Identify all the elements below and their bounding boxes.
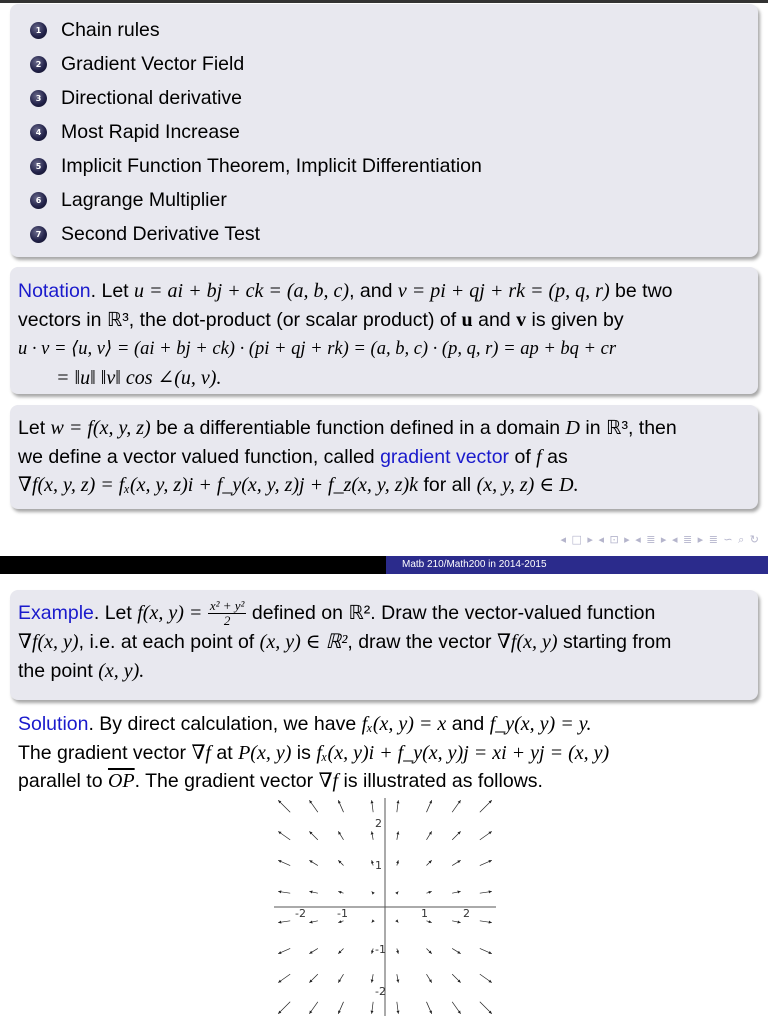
text: defined on ℝ². Draw the vector-valued function: [251, 602, 656, 624]
text: Let: [18, 417, 46, 439]
vector-arrow-head: [489, 890, 492, 893]
vector-arrow-head: [278, 921, 281, 924]
text: . Let: [93, 602, 132, 624]
math: w = f(x, y, z): [50, 417, 151, 439]
notation-label: Notation: [18, 280, 91, 302]
vector-arrow-head: [457, 891, 460, 894]
text: at: [216, 741, 233, 764]
vector-arrow-head: [395, 891, 398, 894]
math: f: [536, 445, 542, 468]
outline-item: [30, 115, 758, 149]
vector-arrow-head: [338, 891, 341, 894]
notation-line-2: [18, 306, 750, 335]
text: . Let: [90, 280, 129, 302]
outline-block: [10, 4, 758, 257]
number-ball-icon: 1: [30, 22, 47, 39]
solution-line-3: [18, 767, 758, 796]
x-tick-label: 2: [463, 907, 470, 920]
math: u · v = ⟨u, v⟩ = (ai + bj + ck) · (pi + qj + rk) = (a, b, c) · (p, q, r) = ap + bq + cr: [18, 339, 617, 359]
math: (x, y) ∈ ℝ²: [259, 631, 348, 654]
example-block: [10, 590, 758, 700]
text: . By direct calculation, we have: [88, 713, 357, 735]
outline-item-label: Lagrange Multiplier: [61, 188, 227, 211]
math: D: [565, 417, 580, 439]
example-line-3: [18, 657, 750, 686]
gradient-line-3: [18, 471, 750, 500]
vector-arrow-head: [457, 921, 460, 924]
text: parallel to: [18, 770, 103, 792]
y-tick-label: -1: [375, 943, 386, 956]
text: for all: [423, 474, 472, 496]
vector-arrow-head: [395, 919, 398, 922]
math: v: [516, 308, 527, 331]
math: ∇f: [191, 741, 211, 764]
outline-item-label: Directional derivative: [61, 86, 242, 109]
outline-item-label: Second Derivative Test: [61, 222, 261, 245]
vector-arrow-head: [428, 920, 431, 923]
text: The gradient vector: [18, 741, 187, 764]
text: is given by: [531, 308, 624, 331]
gradient-line-2: [18, 443, 750, 472]
text: is: [296, 741, 311, 764]
vector-arrow-head: [278, 831, 281, 834]
text: starting from: [562, 631, 672, 654]
text: vectors in ℝ³, the dot-product (or scalar product) of: [18, 308, 457, 331]
outline-item-label: Gradient Vector Field: [61, 52, 245, 75]
x-tick-label: 1: [421, 907, 428, 920]
outline-item-label: Most Rapid Increase: [61, 120, 240, 143]
math: f_y(x, y) = y.: [489, 713, 592, 735]
gradient-definition-block: [10, 405, 758, 509]
vector-arrow-head: [309, 891, 312, 894]
outline-item: [30, 13, 758, 47]
outline-item: [30, 149, 758, 183]
math: ∇f(x, y): [18, 631, 79, 654]
vector-arrow-head: [309, 1010, 312, 1013]
outline-item: [30, 47, 758, 81]
x-tick-label: -1: [337, 907, 348, 920]
footer-bar: [0, 556, 768, 574]
solution-line-2: [18, 739, 758, 768]
math: fₓ(x, y)i + f_y(x, y)j = xi + yj = (x, y): [316, 741, 610, 764]
outline-item: [30, 183, 758, 217]
outline-item: [30, 81, 758, 115]
example-line-1: [18, 599, 750, 628]
text: the point: [18, 659, 93, 682]
text: of: [514, 445, 531, 468]
text: we define a vector valued function, called: [18, 445, 375, 468]
vector-arrow-head: [278, 980, 281, 983]
fraction: [208, 599, 247, 628]
number-ball-icon: 5: [30, 158, 47, 175]
text: and: [451, 713, 485, 735]
text: in ℝ³, then: [585, 417, 677, 439]
y-tick-label: 2: [375, 817, 382, 830]
slide-two: [0, 574, 768, 1024]
math: ∇f: [318, 770, 339, 792]
vector-arrow-head: [396, 979, 399, 982]
number-ball-icon: 2: [30, 56, 47, 73]
text: , i.e. at each point of: [78, 631, 255, 654]
text: and: [478, 308, 511, 331]
footer-title: Matb 210/Math200 in 2014-2015: [402, 559, 547, 570]
math: f(x, y) =: [137, 602, 203, 624]
vector-arrow-head: [489, 921, 492, 924]
math: u = ai + bj + ck = (a, b, c): [134, 280, 350, 302]
notation-line-3: [18, 334, 750, 364]
text: be a differentiable function defined in a domain: [156, 417, 561, 439]
text: as: [547, 445, 568, 468]
notation-block: [10, 267, 758, 394]
vector-arrow-head: [458, 800, 461, 803]
math: fₓ(x, y) = x: [361, 713, 447, 735]
solution-label: Solution: [18, 713, 89, 735]
outline-item: [30, 217, 758, 251]
notation-line-1: [18, 277, 750, 306]
math: $\overline{OP}$: [107, 770, 135, 792]
y-tick-label: -2: [375, 985, 386, 998]
number-ball-icon: 3: [30, 90, 47, 107]
text: , and: [349, 280, 393, 302]
math: (x, y, z) ∈ D.: [476, 474, 579, 496]
vector-arrow-head: [371, 979, 374, 982]
gradient-line-1: [18, 414, 750, 443]
math: P(x, y): [238, 741, 292, 764]
math: ∇f(x, y): [496, 631, 558, 654]
math: u: [461, 308, 473, 331]
number-ball-icon: 7: [30, 226, 47, 243]
beamer-navigation-symbols[interactable]: ◂ □ ▸ ◂ ⊡ ▸ ◂ ≣ ▸ ◂ ≣ ▸ ≣ ∽ ⌕ ↻: [560, 533, 760, 546]
fraction-numerator: x² + y²: [209, 598, 245, 614]
vector-arrow-head: [371, 831, 374, 834]
math: (x, y).: [98, 659, 145, 682]
gradient-vector-field-plot: [272, 796, 498, 1018]
vector-arrow-head: [309, 921, 312, 924]
vector-arrow-head: [372, 919, 375, 922]
vector-arrow-head: [458, 1010, 461, 1013]
footer-title-panel: [386, 556, 768, 574]
example-label: Example: [18, 602, 94, 624]
notation-line-4: [18, 364, 750, 393]
gradient-vector-term: gradient vector: [380, 445, 510, 468]
vector-arrow-head: [338, 920, 341, 923]
vector-arrow-head: [488, 831, 491, 834]
outline-item-label: Implicit Function Theorem, Implicit Differentiation: [61, 154, 482, 177]
number-ball-icon: 6: [30, 192, 47, 209]
x-tick-label: -2: [295, 907, 306, 920]
example-line-2: [18, 628, 750, 657]
solution-block: [18, 710, 758, 796]
vector-arrow-head: [278, 890, 281, 893]
text: be two: [615, 280, 673, 302]
math: ∇f(x, y, z) = fₓ(x, y, z)i + f_y(x, y, z)j + f_z(x, y, z)k: [18, 474, 419, 496]
vector-arrow-head: [428, 891, 431, 894]
vector-arrow-head: [488, 980, 491, 983]
math: = ‖u‖ ‖v‖ cos ∠(u, v).: [56, 366, 222, 389]
solution-line-1: [18, 710, 758, 739]
text: , draw the vector: [347, 631, 492, 654]
text: is illustrated as follows.: [343, 770, 543, 792]
vector-arrow-head: [309, 800, 312, 803]
fraction-denominator: 2: [223, 613, 231, 629]
vector-arrow-head: [396, 831, 399, 834]
outline-item-label: Chain rules: [61, 18, 160, 41]
number-ball-icon: 4: [30, 124, 47, 141]
y-tick-label: 1: [375, 859, 382, 872]
math: v = pi + qj + rk = (p, q, r): [397, 280, 610, 302]
vector-arrow-head: [372, 891, 375, 894]
text: . The gradient vector: [134, 770, 314, 792]
